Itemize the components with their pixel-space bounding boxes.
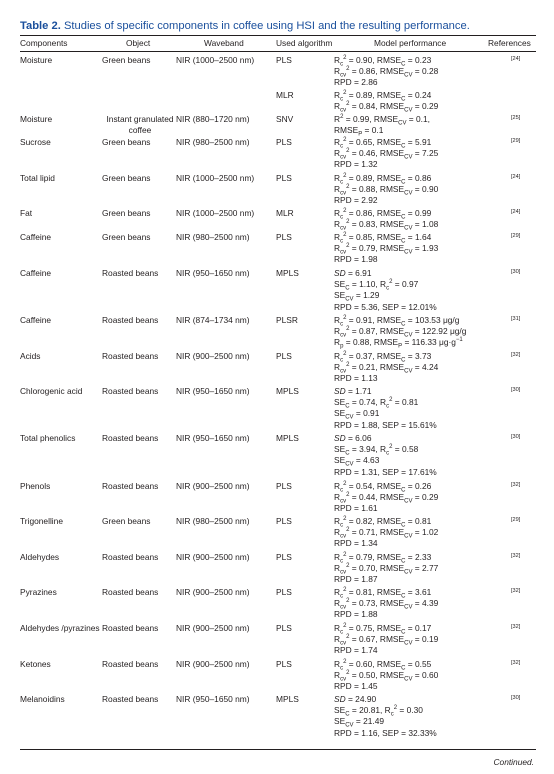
performance-line: $R_{cv}^2 = 0.67$, $RMSE_{CV} = 0.19$ [334,634,439,647]
header-performance: Model performance [374,38,447,48]
component-cell: Sucrose [20,137,51,147]
performance-line: $SE_C = 0.74$, $R_c^2 = 0.81$ [334,397,419,410]
performance-line: $R_c^2 = 0.37$, $RMSE_C = 3.73$ [334,351,432,364]
waveband-cell: NIR (900–2500 nm) [176,659,250,669]
component-cell: Fat [20,208,33,218]
waveband-cell: NIR (980–2500 nm) [176,516,250,526]
performance-line: $R_c^2 = 0.90$, $RMSE_C = 0.23$ [334,55,432,68]
algorithm-cell: PLS [276,659,292,669]
algorithm-cell: PLS [276,173,292,183]
performance-cell [334,659,494,693]
performance-line: $R_c^2 = 0.86$, $RMSE_C = 0.99$ [334,208,432,221]
performance-line: $R_c^2 = 0.75$, $RMSE_C = 0.17$ [334,623,432,636]
object-cell: Roasted beans [102,386,159,396]
reference-link[interactable]: [32] [511,624,521,630]
performance-line: $R_c^2 = 0.82$, $RMSE_C = 0.81$ [334,516,432,529]
algorithm-cell: PLS [276,137,292,147]
performance-cell [334,694,494,739]
performance-line: RPD = 1.32 [334,159,378,170]
header-references: References [488,38,531,48]
performance-line: $R_c^2 = 0.79$, $RMSE_C = 2.33$ [334,552,432,565]
algorithm-cell: PLS [276,481,292,491]
reference-link[interactable]: [32] [511,553,521,559]
performance-line: $R_c^2 = 0.60$, $RMSE_C = 0.55$ [334,659,432,672]
performance-line: $R_{cv}^2 = 0.87$, $RMSE_{CV} = 122.92$ μg/g [334,326,467,339]
performance-line: $SE_{CV} = 4.63$ [334,455,380,469]
table-title: Studies of specific components in coffee using HSI and the resulting performance. [63,20,470,32]
performance-line: RPD = 1.13 [334,373,378,384]
performance-line: $R_{cv}^2 = 0.50$, $RMSE_{CV} = 0.60$ [334,670,439,683]
performance-line: SD = 1.71 [334,386,372,396]
performance-line: $R_{cv}^2 = 0.70$, $RMSE_{CV} = 2.77$ [334,563,439,576]
waveband-cell: NIR (900–2500 nm) [176,351,250,361]
component-cell: Acids [20,351,41,361]
algorithm-cell: PLS [276,552,292,562]
performance-line: $R_{cv}^2 = 0.46$, $RMSE_{CV} = 7.25$ [334,148,439,161]
waveband-cell: NIR (880–1720 nm) [176,114,250,124]
waveband-cell: NIR (900–2500 nm) [176,552,250,562]
performance-line: $SE_{CV} = 1.29$ [334,290,380,304]
performance-line: RPD = 1.88, SEP = 15.61% [334,419,437,430]
continued-note: Continued. [493,757,534,767]
table-label: Table 2. [20,20,61,32]
performance-line: $R_p = 0.88$, $RMSE_P = 116.33$ $\mu g\cdot g^{-1}$ [334,337,463,351]
object-cell: Roasted beans [102,315,159,325]
component-cell: Phenols [20,481,51,491]
waveband-cell: NIR (950–1650 nm) [176,268,250,278]
reference-link[interactable]: [31] [511,316,521,322]
object-cell: Green beans [102,55,151,65]
reference-link[interactable]: [32] [511,352,521,358]
waveband-cell: NIR (1000–2500 nm) [176,173,255,183]
performance-line: $R^2 = 0.99$, $RMSE_{CV} = 0.1$, [334,114,430,127]
header-object: Object [126,38,151,48]
performance-cell [334,232,494,266]
object-cell: Green beans [102,173,151,183]
performance-line: RPD = 1.88 [334,609,378,620]
algorithm-cell: PLS [276,587,292,597]
algorithm-cell: SNV [276,114,294,124]
component-cell: Caffeine [20,315,52,325]
performance-line: $R_{cv}^2 = 0.86$, $RMSE_{CV} = 0.28$ [334,66,439,79]
component-cell: Caffeine [20,268,52,278]
table-caption [20,19,536,33]
reference-link[interactable]: [24] [511,209,521,215]
waveband-cell: NIR (900–2500 nm) [176,623,250,633]
algorithm-cell: MLR [276,208,294,218]
algorithm-cell: MLR [276,90,294,100]
performance-line: $SE_{CV} = 0.91$ [334,408,380,422]
object-cell: Roasted beans [102,623,159,633]
object-cell: Roasted beans [102,433,159,443]
performance-line: RPD = 2.92 [334,195,378,206]
component-cell: Moisture [20,114,53,124]
performance-line: SD = 24.90 [334,694,377,704]
component-cell: Melanoidins [20,694,65,704]
reference-link[interactable]: [29] [511,517,521,523]
performance-cell [334,587,494,621]
performance-line: $RMSE_P = 0.1$ [334,125,384,138]
performance-line: $R_{cv}^2 = 0.73$, $RMSE_{CV} = 4.39$ [334,598,439,611]
performance-line: RPD = 2.86 [334,77,378,88]
component-cell: Chlorogenic acid [20,386,83,396]
performance-cell [334,386,494,431]
performance-line: $R_{cv}^2 = 0.44$, $RMSE_{CV} = 0.29$ [334,492,439,505]
algorithm-cell: MPLS [276,268,299,278]
performance-cell [334,90,494,112]
waveband-cell: NIR (1000–2500 nm) [176,208,255,218]
performance-line: $R_c^2 = 0.85$, $RMSE_C = 1.64$ [334,232,432,245]
performance-cell [334,481,494,515]
performance-cell [334,208,494,230]
component-cell: Aldehydes [20,552,60,562]
component-cell: Aldehydes /pyrazines [20,623,100,633]
performance-cell [334,173,494,207]
performance-line: $R_c^2 = 0.91$, $RMSE_C = 103.53$ μg/g [334,315,460,328]
component-cell: Pyrazines [20,587,57,597]
algorithm-cell: MPLS [276,386,299,396]
performance-line: $R_c^2 = 0.89$, $RMSE_C = 0.24$ [334,90,432,103]
component-cell: Ketones [20,659,51,669]
reference-link[interactable]: [30] [511,269,521,275]
waveband-cell: NIR (950–1650 nm) [176,694,250,704]
header-rule [20,51,536,52]
performance-line: RPD = 1.34 [334,538,378,549]
reference-link[interactable]: [30] [511,695,521,701]
performance-line: $R_c^2 = 0.54$, $RMSE_C = 0.26$ [334,481,432,494]
performance-line: SD = 6.06 [334,433,372,443]
performance-cell [334,516,494,550]
performance-line: $R_{cv}^2 = 0.83$, $RMSE_{CV} = 1.08$ [334,219,439,232]
waveband-cell: NIR (874–1734 nm) [176,315,250,325]
reference-link[interactable]: [24] [511,174,521,180]
performance-line: $SE_C = 20.81$, $R_c^2 = 0.30$ [334,705,423,718]
reference-link[interactable]: [30] [511,387,521,393]
performance-line: RPD = 1.61 [334,503,378,514]
object-cell: Green beans [102,208,151,218]
waveband-cell: NIR (980–2500 nm) [176,232,250,242]
object-cell: Green beans [102,516,151,526]
component-cell: Total phenolics [20,433,76,443]
top-rule [20,35,536,36]
object-cell: Roasted beans [102,268,159,278]
reference-link[interactable]: [32] [511,482,521,488]
performance-line: $R_{cv}^2 = 0.71$, $RMSE_{CV} = 1.02$ [334,527,439,540]
algorithm-cell: PLS [276,351,292,361]
reference-link[interactable]: [25] [511,115,521,121]
component-cell: Total lipid [20,173,55,183]
algorithm-cell: MPLS [276,694,299,704]
algorithm-cell: PLS [276,55,292,65]
performance-cell [334,137,494,171]
component-cell: Trigonelline [20,516,63,526]
reference-link[interactable]: [29] [511,138,521,144]
waveband-cell: NIR (980–2500 nm) [176,137,250,147]
performance-cell [334,55,494,89]
algorithm-cell: PLSR [276,315,298,325]
performance-cell [334,315,494,349]
component-cell: Moisture [20,55,53,65]
performance-line: $R_{cv}^2 = 0.84$, $RMSE_{CV} = 0.29$ [334,101,439,114]
performance-line: $SE_{CV} = 21.49$ [334,716,385,730]
reference-link[interactable]: [24] [511,56,521,62]
performance-line: $R_{cv}^2 = 0.88$, $RMSE_{CV} = 0.90$ [334,184,439,197]
object-cell: Green beans [102,137,151,147]
waveband-cell: NIR (950–1650 nm) [176,433,250,443]
reference-link[interactable]: [32] [511,588,521,594]
performance-line: RPD = 1.31, SEP = 17.61% [334,466,437,477]
object-cell: Roasted beans [102,694,159,704]
algorithm-cell: PLS [276,623,292,633]
performance-line: RPD = 5.36, SEP = 12.01% [334,301,437,312]
performance-cell [334,433,494,478]
performance-line: RPD = 1.45 [334,681,378,692]
performance-cell [334,623,494,657]
waveband-cell: NIR (1000–2500 nm) [176,55,255,65]
performance-line: SD = 6.91 [334,268,372,278]
header-components: Components [20,38,68,48]
reference-link[interactable]: [32] [511,660,521,666]
object-cell: Roasted beans [102,587,159,597]
performance-cell [334,268,494,313]
performance-line: $R_{cv}^2 = 0.21$, $RMSE_{CV} = 4.24$ [334,362,439,375]
performance-line: RPD = 1.74 [334,645,378,656]
reference-link[interactable]: [30] [511,434,521,440]
performance-line: RPD = 1.16, SEP = 32.33% [334,727,437,738]
performance-line: $SE_C = 1.10$, $R_c^2 = 0.97$ [334,279,419,292]
component-cell: Caffeine [20,232,52,242]
object-cell: Roasted beans [102,552,159,562]
algorithm-cell: PLS [276,516,292,526]
performance-line: $SE_C = 3.94$, $R_c^2 = 0.58$ [334,444,419,457]
object-cell: Instant granulated coffee [106,114,174,136]
bottom-rule [20,749,536,750]
performance-line: RPD = 1.98 [334,254,378,265]
performance-line: $R_{cv}^2 = 0.79$, $RMSE_{CV} = 1.93$ [334,243,439,256]
waveband-cell: NIR (900–2500 nm) [176,587,250,597]
algorithm-cell: PLS [276,232,292,242]
performance-cell [334,552,494,586]
performance-cell [334,351,494,385]
performance-cell [334,114,494,136]
reference-link[interactable]: [29] [511,233,521,239]
performance-line: $R_c^2 = 0.89$, $RMSE_C = 0.86$ [334,173,432,186]
object-cell: Roasted beans [102,481,159,491]
object-cell: Green beans [102,232,151,242]
performance-line: $R_c^2 = 0.65$, $RMSE_C = 5.91$ [334,137,432,150]
performance-line: $R_c^2 = 0.81$, $RMSE_C = 3.61$ [334,587,432,600]
object-cell: Roasted beans [102,659,159,669]
waveband-cell: NIR (900–2500 nm) [176,481,250,491]
header-waveband: Waveband [204,38,244,48]
header-algorithm: Used algorithm [276,38,333,48]
object-cell: Roasted beans [102,351,159,361]
waveband-cell: NIR (950–1650 nm) [176,386,250,396]
performance-line: RPD = 1.87 [334,574,378,585]
algorithm-cell: MPLS [276,433,299,443]
